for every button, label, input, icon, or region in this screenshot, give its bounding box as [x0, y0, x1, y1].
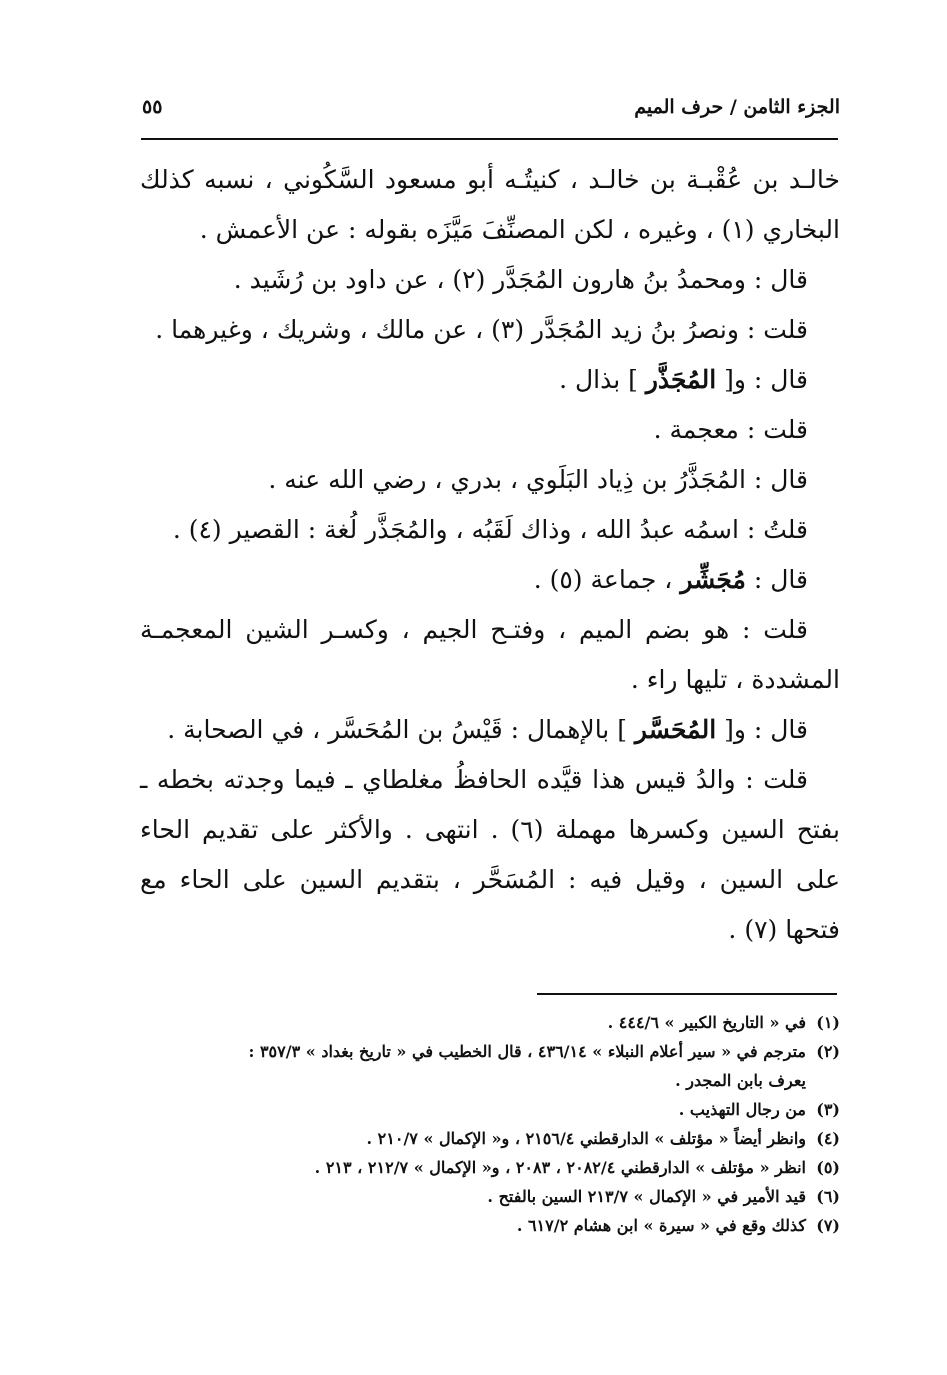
footnote-number: (٤) — [816, 1129, 840, 1148]
footnote-number: (٧) — [816, 1216, 840, 1235]
main-text — [140, 155, 840, 955]
footnote-number: (٦) — [816, 1187, 840, 1206]
page-number: ٥٥ — [142, 96, 163, 118]
footnote-text: في « التاريخ الكبير » ٤٤٤/٦ . — [607, 1013, 806, 1032]
footnote-2-continued: يعرف بابن المجدر . — [675, 1071, 806, 1090]
paragraph-8 — [140, 555, 840, 605]
footnote-text: مترجم في « سير أعلام النبلاء » ٤٣٦/١٤ ، قال الخطيب في « تاريخ بغداد » ٣٥٧/٣ : — [248, 1042, 806, 1061]
footnotes — [140, 1008, 840, 1240]
paragraph-5: قلت : معجمة . — [653, 415, 808, 444]
footnote-7 — [140, 1211, 840, 1240]
footnote-text: وانظر أيضاً « مؤتلف » الدارقطني ٢١٥٦/٤ ، و« الإكمال » ٢١٠/٧ . — [366, 1129, 806, 1148]
footnote-number: (٥) — [816, 1158, 840, 1177]
paragraph-9: قلت : هو بضم الميم ، وفتـح الجيم ، وكسـر الشين المعجمـة المشددة ، تليها راء . — [140, 615, 840, 694]
footnote-text: كذلك وقع في « سيرة » ابن هشام ٦١٧/٢ . — [516, 1216, 806, 1235]
footnote-6 — [140, 1182, 840, 1211]
footnote-3 — [140, 1095, 840, 1124]
footnote-number: (٣) — [816, 1100, 840, 1119]
paragraph-4-suffix: ] بذال . — [559, 365, 638, 394]
footnote-rule — [537, 993, 837, 995]
footnote-number: (٢) — [816, 1042, 840, 1061]
paragraph-6: قال : المُجَذَّرُ بن ذِياد البَلَوي ، بدري ، رضي الله عنه . — [268, 465, 808, 494]
footnote-1 — [140, 1008, 840, 1037]
paragraph-1: خالـد بن عُقْبـة بن خالـد ، كنيتُـه أبو مسعود السَّكُوني ، نسبه كذلك البخاري (١) ، وغيره ، لكن المصنِّفَ مَيَّزَه بقوله : عن الأعمش . — [140, 165, 840, 244]
paragraph-4-term: المُجَذَّر — [645, 365, 717, 394]
running-title: الجزء الثامن / حرف الميم — [634, 96, 840, 118]
paragraph-2: قال : ومحمدُ بنُ هارون المُجَدَّر (٢) ، عن داود بن رُشَيد . — [233, 265, 808, 294]
footnote-text: قيد الأمير في « الإكمال » ٢١٣/٧ السين بالفتح . — [487, 1187, 806, 1206]
footnote-4 — [140, 1124, 840, 1153]
footnote-2 — [140, 1037, 840, 1066]
paragraph-7: قلتُ : اسمُه عبدُ الله ، وذاك لَقَبُه ، والمُجَذَّر لُغة : القصير (٤) . — [172, 515, 808, 544]
paragraph-8-term: مُجَشِّر — [680, 565, 746, 594]
paragraph-4 — [140, 355, 840, 405]
footnote-number: (١) — [816, 1013, 840, 1032]
footnote-5 — [140, 1153, 840, 1182]
paragraph-11: قلت : والدُ قيس هذا قيَّده الحافظُ مغلطاي ـ فيما وجدته بخطه ـ بفتح السين وكسرها مهملة (٦) . انتهى . والأكثر على تقديم الحاء على السين ، وقيل فيه : المُسَحَّر ، بتقديم السين على الحاء مع فتحها (٧) . — [140, 765, 840, 944]
footnote-text: انظر « مؤتلف » الدارقطني ٢٠٨٢/٤ ، ٢٠٨٣ ، و« الإكمال » ٢١٢/٧ ، ٢١٣ . — [314, 1158, 806, 1177]
paragraph-10-term: المُحَسَّر — [634, 715, 717, 744]
paragraph-10 — [140, 705, 840, 755]
paragraph-8-suffix: ، جماعة (٥) . — [533, 565, 673, 594]
paragraph-8-prefix: قال : — [753, 565, 808, 594]
page-header — [140, 92, 840, 126]
paragraph-4-prefix: قال : و[ — [724, 365, 808, 394]
paragraph-3: قلت : ونصرُ بنُ زيد المُجَدَّر (٣) ، عن مالك ، وشريك ، وغيرهما . — [155, 315, 808, 344]
footnote-text: من رجال التهذيب . — [678, 1100, 806, 1119]
paragraph-10-prefix: قال : و[ — [724, 715, 808, 744]
paragraph-10-suffix: ] بالإهمال : قَيْسُ بن المُحَسَّر ، في الصحابة . — [167, 715, 627, 744]
header-rule — [141, 138, 838, 140]
